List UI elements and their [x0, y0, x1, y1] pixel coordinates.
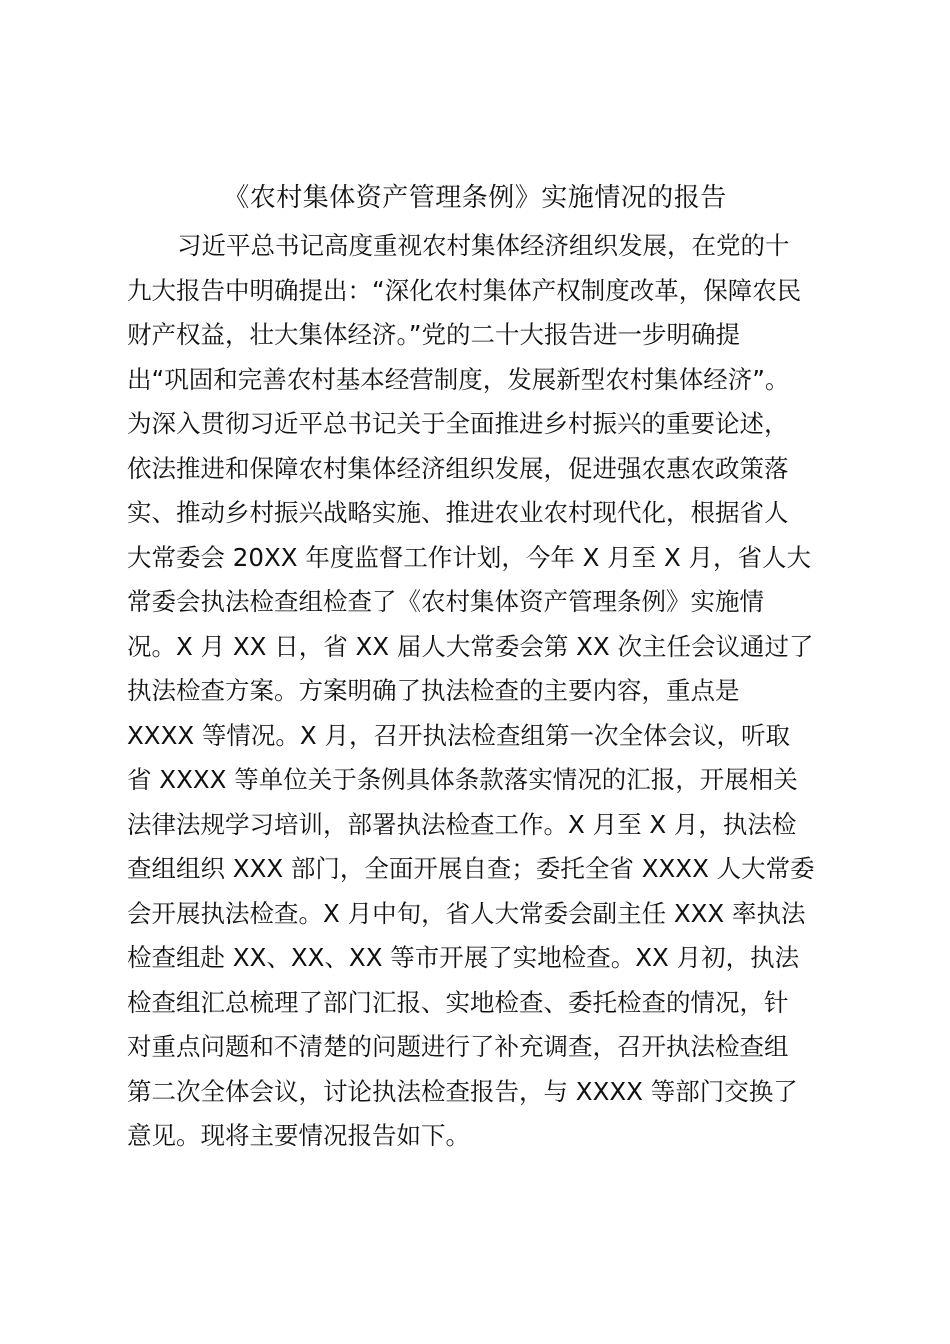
text-line: 依法推进和保障农村集体经济组织发展，促进强农惠农政策落	[127, 453, 789, 483]
text-line: 检查组赴 XX、XX、XX 等市开展了实地检查。XX 月初，执法	[127, 943, 800, 972]
text-line: 常委会执法检查组检查了《农村集体资产管理条例》实施情	[127, 587, 764, 616]
text-line: 习近平总书记高度重视农村集体经济组织发展，在党的十	[177, 231, 790, 260]
document-title: 《农村集体资产管理条例》实施情况的报告	[223, 183, 727, 213]
text-line: 出“巩固和完善农村基本经营制度，发展新型农村集体经济”。	[127, 364, 790, 394]
text-line: 九大报告中明确提出：“深化农村集体产权制度改革，保障农民	[127, 275, 802, 305]
text-line: 意见。现将主要情况报告如下。	[127, 1121, 470, 1150]
text-line: 省 XXXX 等单位关于条例具体条款落实情况的汇报，开展相关	[127, 765, 798, 794]
text-line: 为深入贯彻习近平总书记关于全面推进乡村振兴的重要论述，	[127, 409, 789, 438]
text-line: 检查组汇总梳理了部门汇报、实地检查、委托检查的情况，针	[127, 987, 789, 1017]
text-line: 第二次全体会议，讨论执法检查报告，与 XXXX 等部门交换了	[127, 1076, 798, 1106]
text-line: 会开展执法检查。X 月中旬，省人大常委会副主任 XXX 率执法	[127, 898, 806, 928]
text-line: 查组组织 XXX 部门，全面开展自查；委托全省 XXXX 人大常委	[127, 854, 815, 883]
text-line: 法律法规学习培训，部署执法检查工作。X 月至 X 月，执法检	[127, 809, 797, 839]
text-line: 执法检查方案。方案明确了执法检查的主要内容，重点是	[127, 676, 740, 705]
text-line: 财产权益，壮大集体经济。”党的二十大报告进一步明确提	[127, 320, 740, 349]
text-line: 实、推动乡村振兴战略实施、推进农业农村现代化，根据省人	[127, 498, 789, 527]
text-line: 大常委会 20XX 年度监督工作计划，今年 X 月至 X 月，省人大	[127, 542, 812, 572]
text-line: 况。X 月 XX 日，省 XX 届人大常委会第 XX 次主任会议通过了	[127, 631, 814, 661]
text-line: 对重点问题和不清楚的问题进行了补充调查，召开执法检查组	[127, 1032, 789, 1061]
text-line: XXXX 等情况。X 月，召开执法检查组第一次全体会议，听取	[127, 720, 790, 750]
body-paragraph	[127, 224, 827, 1159]
